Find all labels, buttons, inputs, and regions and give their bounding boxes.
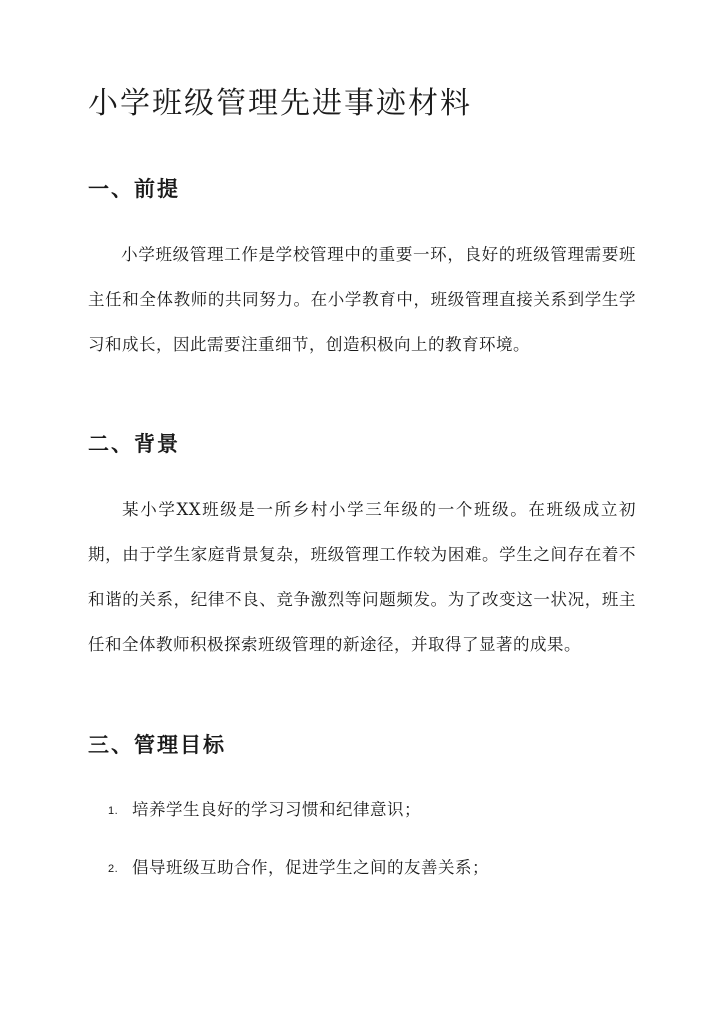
list-item: [108, 854, 489, 883]
paragraph-text: 某小学XX班级是一所乡村小学三年级的一个班级。在班级成立初期，由于学生家庭背景复杂，班级管理工作较为困难。学生之间存在着不和谐的关系，纪律不良、竞争激烈等问题频发。为了改变这一状况，班主任和全体教师积极探索班级管理的新途径，并取得了显著的成果。: [88, 500, 636, 654]
list-item-number: 1.: [108, 805, 119, 817]
list-item-text: 培养学生良好的学习习惯和纪律意识；: [132, 800, 421, 819]
list-item-text: 倡导班级互助合作，促进学生之间的友善关系；: [132, 858, 489, 877]
section-heading-goals: 三、管理目标: [88, 732, 226, 757]
paragraph-text: 小学班级管理工作是学校管理中的重要一环，良好的班级管理需要班主任和全体教师的共同努力。在小学教育中，班级管理直接关系到学生学习和成长，因此需要注重细节，创造积极向上的教育环境。: [88, 245, 636, 354]
list-item-number: 2.: [108, 863, 119, 875]
section-paragraph-premise: [88, 232, 636, 367]
list-item: [108, 796, 421, 825]
document-title: 小学班级管理先进事迹材料: [88, 86, 472, 121]
section-paragraph-background: [88, 487, 636, 667]
section-heading-premise: 一、前提: [88, 176, 180, 201]
section-heading-background: 二、背景: [88, 431, 180, 456]
